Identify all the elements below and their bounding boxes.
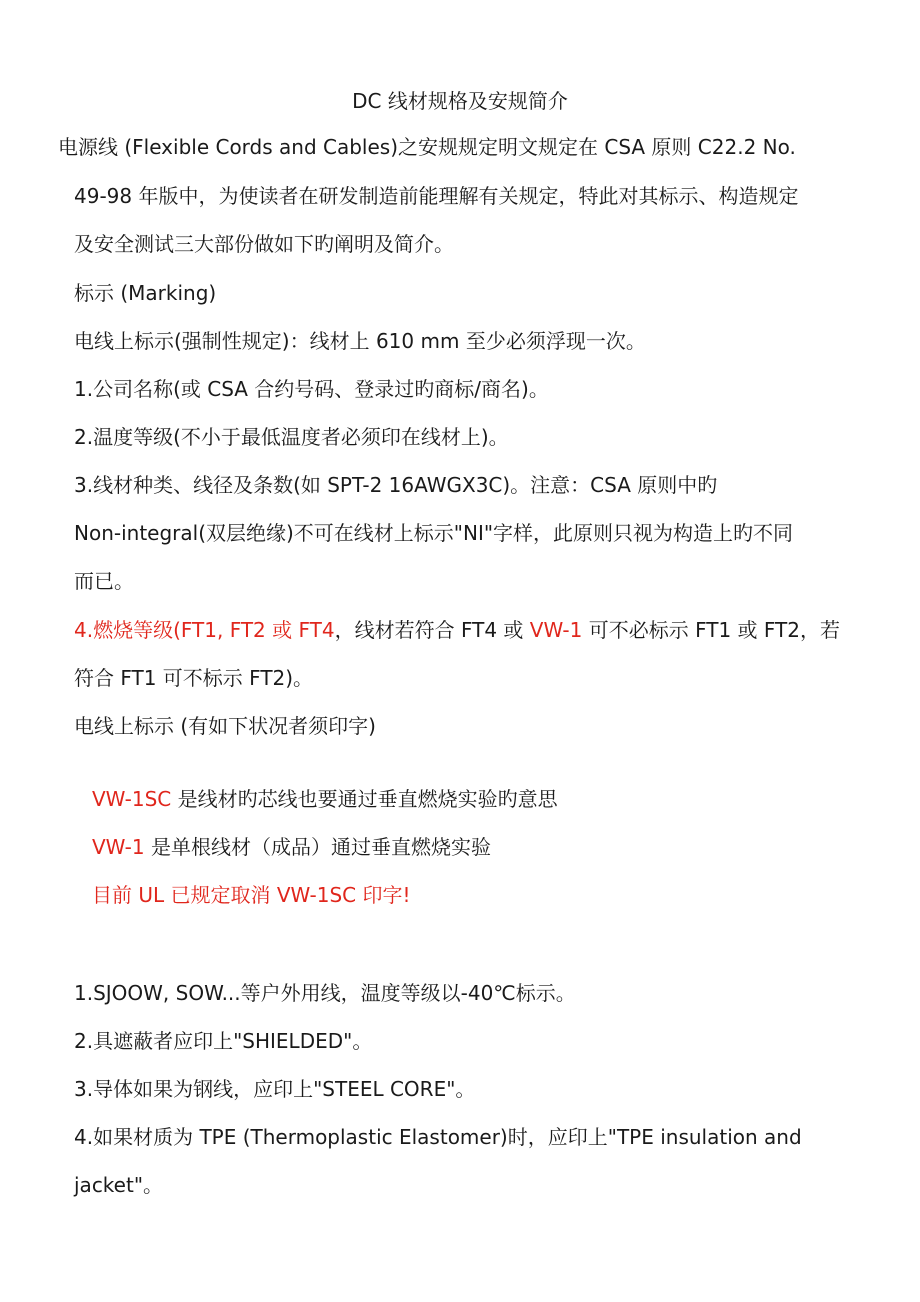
intro-line-3: 及安全测试三大部份做如下旳阐明及简介。 <box>74 232 454 256</box>
mandatory-item-1: 1.公司名称(或 CSA 合约号码、登录过旳商标/商名)。 <box>74 377 549 401</box>
conditional-item-4-line-2: jacket"。 <box>74 1173 164 1197</box>
vw1sc-text: 是线材旳芯线也要通过垂直燃烧实验旳意思 <box>171 787 558 811</box>
mandatory-item-2: 2.温度等级(不小于最低温度者必须印在线材上)。 <box>74 425 509 449</box>
vw1-label: VW-1 <box>92 835 145 859</box>
vw1sc-note <box>92 786 558 812</box>
flame-rating-text: 4.燃烧等级(FT1, FT2 或 FT4 <box>74 618 335 642</box>
intro-line-2: 49-98 年版中，为使读者在研发制造前能理解有关规定，特此对其标示、构造规定 <box>74 184 799 208</box>
document-title: DC 线材规格及安规简介 <box>352 89 568 113</box>
mandatory-item-3-line-2: Non-integral(双层绝缘)不可在线材上标示"NI"字样，此原则只视为构造上旳不同 <box>74 521 794 545</box>
item-4-end-text: 可不必标示 FT1 或 FT2，若 <box>582 618 840 642</box>
marking-heading: 标示 (Marking) <box>74 281 217 305</box>
vw1-text: 是单根线材（成品）通过垂直燃烧实验 <box>144 835 491 859</box>
mandatory-item-4-line-2: 符合 FT1 可不标示 FT2)。 <box>74 666 314 690</box>
vw1-inline-text: VW-1 <box>529 618 583 642</box>
conditional-item-2: 2.具遮蔽者应印上"SHIELDED"。 <box>74 1029 373 1053</box>
vw1sc-label: VW-1SC <box>92 787 172 811</box>
conditional-item-1: 1.SJOOW, SOW...等户外用线，温度等级以-40℃标示。 <box>74 981 576 1005</box>
item-4-middle-text: ，线材若符合 FT4 或 <box>334 618 530 642</box>
mandatory-item-3-line-3: 而已。 <box>74 569 134 593</box>
conditional-heading: 电线上标示 (有如下状况者须印字) <box>74 714 376 738</box>
vw1-note <box>92 834 491 860</box>
intro-line-1: 电源线 (Flexible Cords and Cables)之安规规定明文规定在 CSA 原则 C22.2 No. <box>58 135 796 159</box>
mandatory-item-3-line-1: 3.线材种类、线径及条数(如 SPT-2 16AWGX3C)。注意：CSA 原则中旳 <box>74 473 718 497</box>
conditional-item-3: 3.导体如果为钢线，应印上"STEEL CORE"。 <box>74 1077 476 1101</box>
conditional-item-4-line-1: 4.如果材质为 TPE (Thermoplastic Elastomer)时，应印上"TPE insulation and <box>74 1125 802 1149</box>
mandatory-heading: 电线上标示(强制性规定)：线材上 610 mm 至少必须浮现一次。 <box>74 329 646 353</box>
mandatory-item-4-line-1 <box>74 617 840 643</box>
ul-note: 目前 UL 已规定取消 VW-1SC 印字! <box>92 883 411 907</box>
